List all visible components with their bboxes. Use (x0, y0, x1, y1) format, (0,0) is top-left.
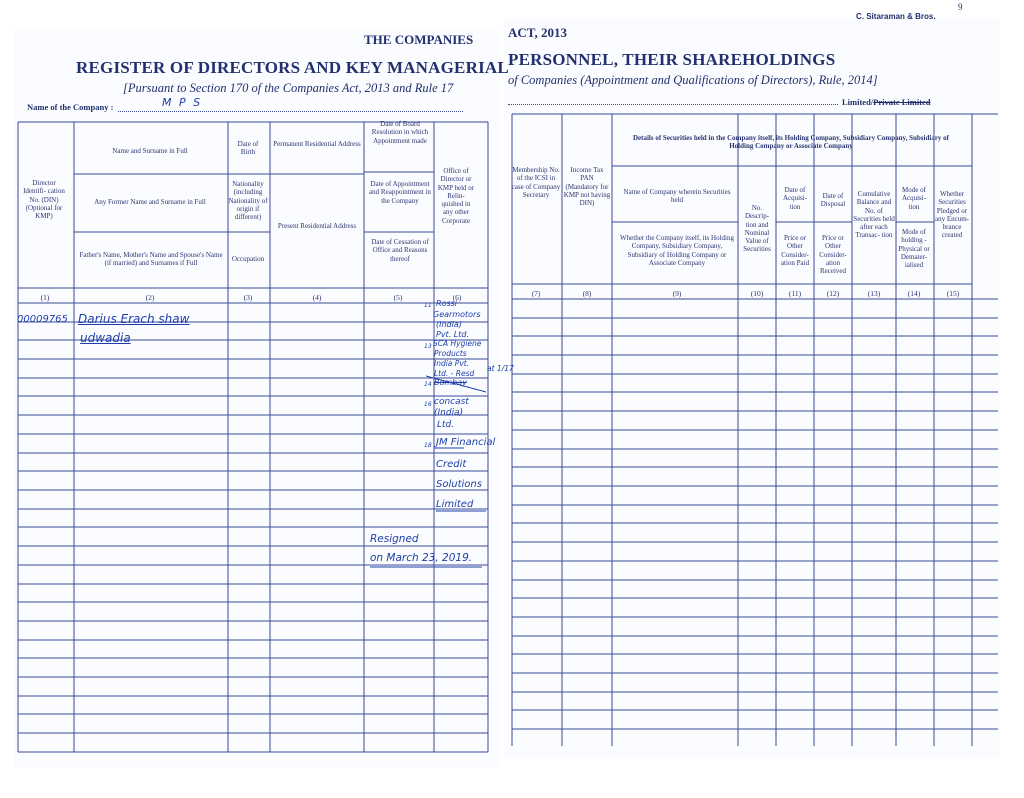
title-left: THE COMPANIES (364, 32, 474, 47)
col-cumulative-header: Cumulative Balance and No. of Securities held after each Transac- tion (853, 190, 895, 240)
col-dob-header: Date of Birth (237, 140, 259, 157)
private-limited-struck: Private Limited (873, 97, 931, 107)
colnum-12: (12) (826, 289, 840, 298)
handwritten-entry-2-line1: SCA Hygiene (433, 339, 482, 348)
limited-text: Limited/ (842, 97, 874, 107)
col-relationship-header: Whether the Company itself, its Holding Company, Subsidiary Company, Subsidiary of Holding Company or Associate Company (620, 234, 734, 267)
colnum-15: (15) (946, 289, 960, 298)
col-cessation-header: Date of Cessation of Office and Reasons thereof (371, 238, 429, 263)
col-appointment-header: Date of Appointment and Reappointment in the Company (369, 180, 431, 205)
col-present-address-header: Present Residential Address (277, 222, 357, 230)
company-label: Name of the Company : (27, 102, 114, 112)
page-number: 9 (958, 2, 963, 12)
handwritten-entry-5-line3: Solutions (436, 479, 482, 490)
col-nationality-header: Nationality (including Nationality of origin if different) (228, 180, 268, 222)
handwritten-din: 00009765 (17, 314, 68, 325)
handwritten-resigned-line1: Resigned (370, 533, 419, 545)
colnum-7: (7) (531, 289, 541, 298)
limited-label (842, 97, 931, 107)
colnum-2: (2) (145, 293, 155, 302)
company-name: M P S (162, 96, 203, 109)
handwritten-entry-2-number: 13 (424, 343, 432, 350)
colnum-11: (11) (788, 289, 802, 298)
handwritten-entry-2-line2: Products (434, 349, 467, 358)
handwritten-entry-4-line2: (India) (434, 408, 464, 418)
col-parents-header: Father's Name, Mother's Name and Spouse's Name (if married) and Surnames if Full (79, 251, 223, 268)
colnum-8: (8) (582, 289, 592, 298)
handwritten-entry-5-line2: Credit (436, 459, 467, 470)
colnum-13: (13) (867, 289, 881, 298)
col-price-received-header: Price or Other Consider- ation Received (819, 234, 847, 276)
col-name-header: Name and Surname in Full (112, 147, 188, 155)
col-price-paid-header: Price or Other Consider- ation Paid (780, 234, 810, 267)
handwritten-entry-2-date: at 1/17 (487, 364, 514, 373)
company-name-line (118, 111, 463, 112)
handwritten-name-line2: udwadia (80, 331, 131, 345)
col-former-name-header: Any Former Name and Surname in Full (94, 198, 206, 206)
colnum-10: (10) (750, 289, 764, 298)
handwritten-name-line1: Darius Erach shaw (78, 312, 190, 326)
col-pledged-header: Whether Securities Pledged or any Encum- brance created (935, 190, 970, 240)
handwritten-entry-5-number: 18 (424, 442, 432, 449)
handwritten-entry-5-line1: JM Financial (436, 437, 496, 448)
pursuant-left: [Pursuant to Section 170 of the Companies Act, 2013 and Rule 17 (123, 81, 454, 95)
col-acquisition-date-header: Date of Acquisi- tion (782, 186, 808, 211)
handwritten-entry-1-line4: Pvt. Ltd. (436, 330, 469, 339)
colnum-14: (14) (907, 289, 921, 298)
colnum-1: (1) (40, 293, 50, 302)
col-company-name-header: Name of Company wherein Securities held (623, 188, 731, 205)
securities-header: Details of Securities held in the Company itself, its Holding Company, Subsidiary Company, Subsidiary of Holding Company or Associate Company (632, 134, 950, 151)
handwritten-entry-1-number: 11 (424, 302, 432, 309)
col-mode-holding-header: Mode of holding - Physical or Demater- ialised (898, 228, 930, 270)
colnum-9: (9) (672, 289, 682, 298)
handwritten-entry-3-struck: Bombay (434, 378, 467, 387)
colnum-6: (6) (452, 293, 462, 302)
col-board-resolution-header: Date of Board Resolution in which Appointment made (371, 120, 429, 145)
col-occupation-header: Occupation (231, 255, 265, 263)
handwritten-entry-5-line4: Limited (436, 499, 474, 510)
handwritten-entry-1-line2: Gearmotors (433, 310, 481, 319)
handwritten-entry-1-line1: Rossi (436, 299, 458, 308)
col-disposal-date-header: Date of Disposal (820, 192, 846, 209)
handwritten-entry-3-number: 14 (424, 381, 432, 388)
colnum-4: (4) (312, 293, 322, 302)
handwritten-entry-1-line3: (India) (436, 320, 462, 329)
title-right: ACT, 2013 (508, 25, 567, 40)
handwritten-entry-4-number: 16 (424, 401, 432, 408)
handwritten-entry-4-line1: concast (434, 397, 469, 407)
handwritten-resigned-line2: on March 23, 2019. (370, 552, 473, 564)
colnum-5: (5) (393, 293, 403, 302)
handwritten-entry-2-line4: Ltd. - Resd (434, 369, 475, 378)
register-title-right: PERSONNEL, THEIR SHAREHOLDINGS (508, 50, 836, 69)
col-securities-no-header: No. Descrip- tion and Nominal Value of Securities (743, 204, 771, 254)
col-din-header: Director Identifi- cation No. (DIN) (Optional for KMP) (23, 179, 65, 221)
col-pan-header: Income Tax PAN (Mandatory for KMP not having DIN) (563, 166, 611, 208)
register-title-left: REGISTER OF DIRECTORS AND KEY MANAGERIAL (76, 58, 509, 77)
col-mode-acquisition-header: Mode of Acquisi- tion (901, 186, 927, 211)
handwritten-entry-2-line3: India Pvt. (434, 359, 470, 368)
handwritten-entry-4-line3: Ltd. (437, 420, 455, 430)
publisher-name: C. Sitaraman & Bros. (856, 12, 936, 21)
col-office-header: Office of Director or KMP held or Relin- quished in any other Corporate (437, 167, 475, 225)
col-permanent-address-header: Permanent Residential Address (273, 140, 361, 148)
pursuant-right: of Companies (Appointment and Qualifications of Directors), Rule, 2014] (508, 73, 878, 87)
colnum-3: (3) (243, 293, 253, 302)
company-name-line-right (508, 104, 838, 105)
col-membership-header: Membership No. of the ICSI in case of Company Secretary (511, 166, 561, 199)
